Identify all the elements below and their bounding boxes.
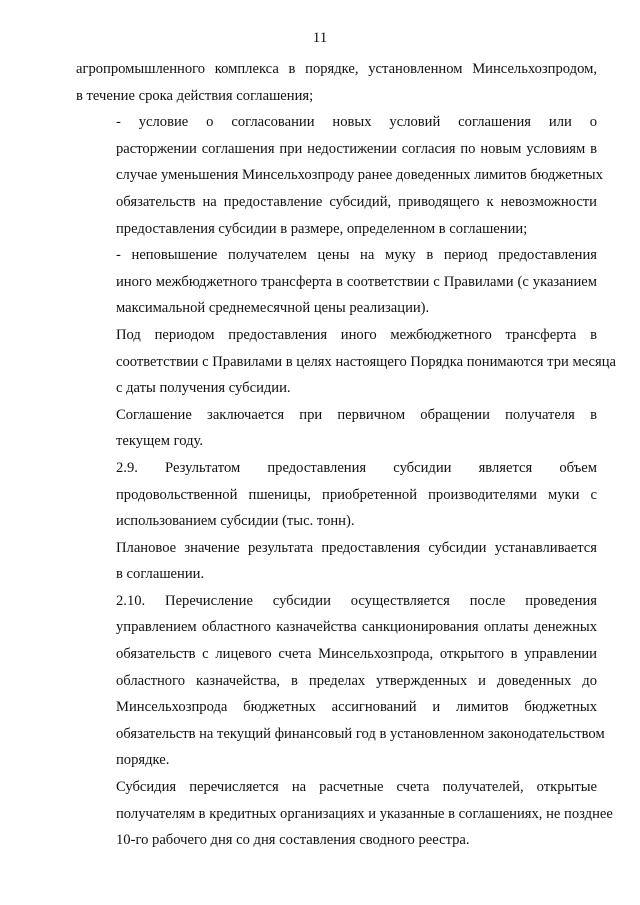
- paragraph: [76, 109, 603, 242]
- text-line: в соглашении.: [116, 566, 205, 583]
- paragraph: [76, 455, 597, 535]
- paragraph: [76, 402, 597, 455]
- text-line: продовольственной пшеницы, приобретенной производителями муки с: [116, 486, 597, 503]
- document-body: [76, 56, 617, 854]
- text-line: обязательств на текущий финансовый год в установленном законодательством: [116, 725, 605, 742]
- text-line: предоставления субсидии в размере, определенном в соглашении;: [116, 220, 528, 237]
- text-line: управлением областного казначейства санкционирования оплаты денежных: [116, 619, 597, 636]
- text-line: случае уменьшения Минсельхозпроду ранее доведенных лимитов бюджетных: [116, 167, 603, 184]
- text-line: соответствии с Правилами в целях настоящего Порядка понимаются три месяца: [116, 353, 617, 370]
- page-number: 11: [312, 30, 328, 46]
- text-line: максимальной среднемесячной цены реализации).: [116, 300, 430, 317]
- text-line: обязательств с лицевого счета Минсельхозпрода, открытого в управлении: [116, 646, 597, 663]
- text-line: областного казначейства, в пределах утвержденных и доведенных до: [116, 672, 597, 689]
- text-line: - неповышение получателем цены на муку в период предоставления: [116, 247, 597, 264]
- paragraph: [76, 242, 597, 322]
- text-line: 10-го рабочего дня со дня составления сводного реестра.: [116, 832, 470, 849]
- text-line: агропромышленного комплекса в порядке, установленном Минсельхозпродом,: [76, 61, 597, 77]
- text-line: с даты получения субсидии.: [116, 380, 291, 397]
- paragraph: [76, 535, 597, 588]
- paragraph: [76, 588, 605, 774]
- text-line: получателям в кредитных организациях и указанные в соглашениях, не позднее: [116, 805, 613, 822]
- paragraph: [76, 56, 597, 109]
- text-line: расторжении соглашения при недостижении согласия по новым условиям в: [116, 140, 597, 157]
- text-line: Плановое значение результата предоставления субсидии устанавливается: [116, 539, 597, 556]
- text-line: порядке.: [116, 752, 170, 769]
- text-line: Соглашение заключается при первичном обращении получателя в: [116, 406, 597, 423]
- paragraph: [76, 322, 617, 402]
- text-line: в течение срока действия соглашения;: [76, 87, 314, 104]
- text-line: Субсидия перечисляется на расчетные счета получателей, открытые: [116, 779, 597, 796]
- text-line: обязательств на предоставление субсидий, приводящего к невозможности: [116, 193, 597, 210]
- text-line: Под периодом предоставления иного межбюджетного трансферта в: [116, 326, 597, 343]
- text-line: - условие о согласовании новых условий соглашения или о: [116, 114, 597, 131]
- text-line: иного межбюджетного трансферта в соответствии с Правилами (с указанием: [116, 273, 597, 290]
- text-line: Минсельхозпрода бюджетных ассигнований и лимитов бюджетных: [116, 699, 597, 716]
- text-line: текущем году.: [116, 433, 204, 450]
- text-line: 2.9. Результатом предоставления субсидии является объем: [116, 459, 597, 476]
- text-line: использованием субсидии (тыс. тонн).: [116, 513, 355, 530]
- paragraph: [76, 774, 613, 854]
- text-line: 2.10. Перечисление субсидии осуществляется после проведения: [116, 592, 597, 609]
